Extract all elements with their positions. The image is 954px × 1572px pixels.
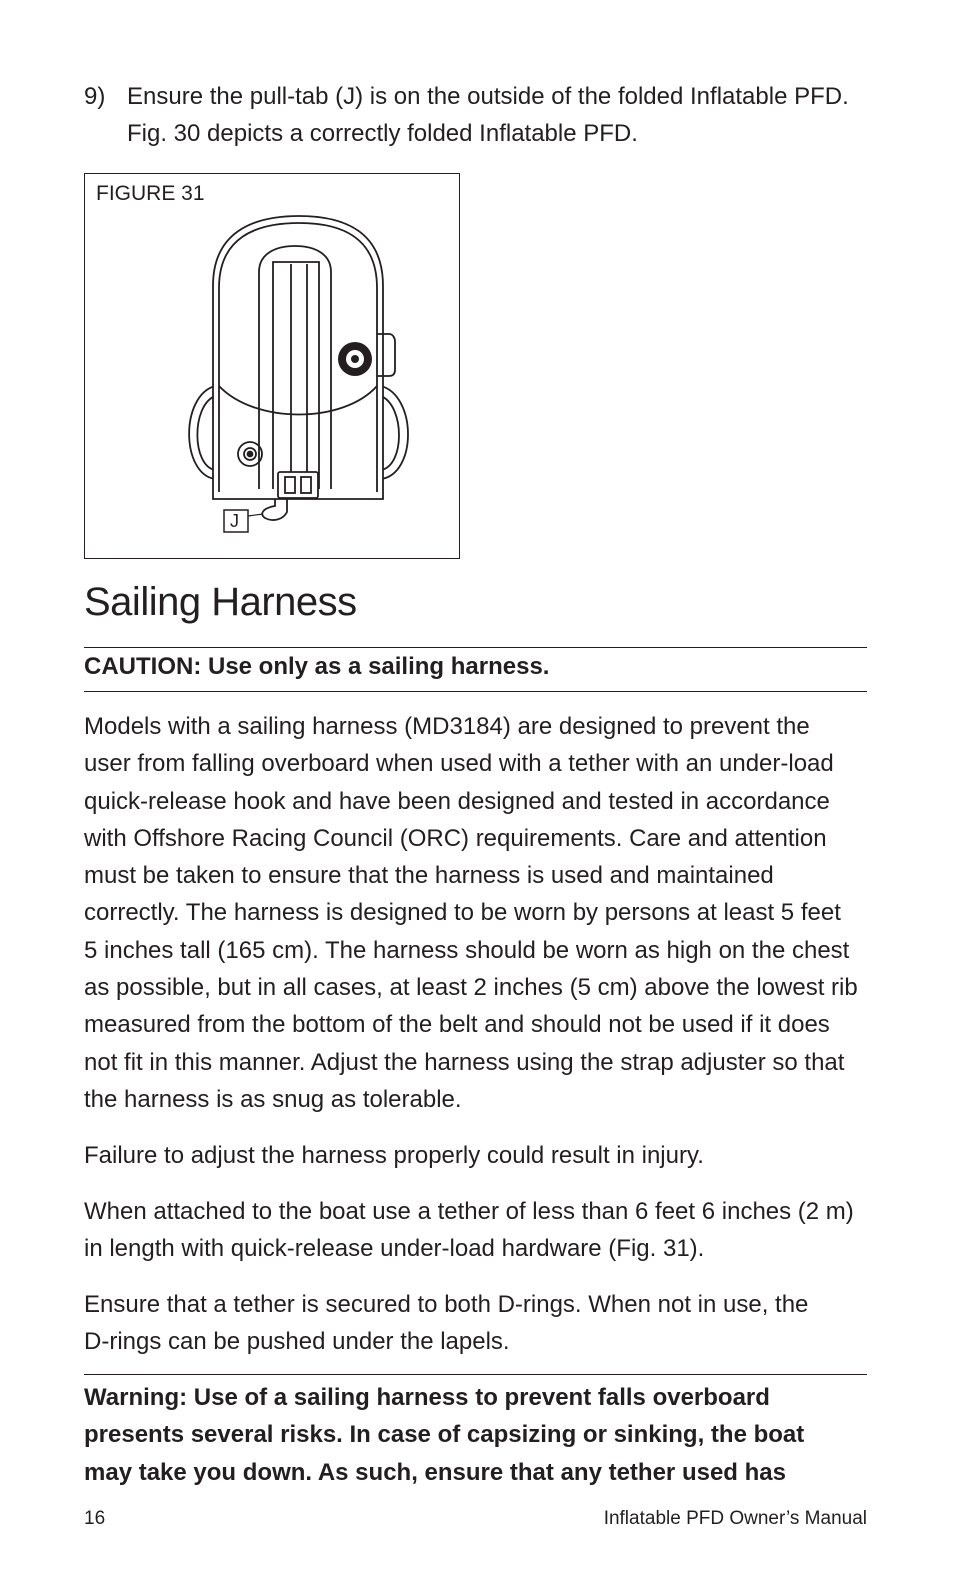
text-line: Failure to adjust the harness properly could result in injury. <box>84 1142 704 1169</box>
mustang-logo-icon <box>338 342 372 376</box>
step-line: Fig. 30 depicts a correctly folded Inflatable PFD. <box>127 120 638 147</box>
text-line: not fit in this manner. Adjust the harness using the strap adjuster so that <box>84 1048 845 1076</box>
step-line: Ensure the pull-tab (J) is on the outside of the folded Inflatable PFD. <box>127 83 849 110</box>
divider-top <box>84 647 867 648</box>
text-line: D-rings can be pushed under the lapels. <box>84 1328 510 1356</box>
text-line: with Offshore Racing Council (ORC) requirements. Care and attention <box>84 824 827 852</box>
paragraph-tether-length <box>84 1193 874 1268</box>
text-line: 5 inches tall (165 cm). The harness should be worn as high on the chest <box>84 936 850 964</box>
text-line: Warning: Use of a sailing harness to prevent falls overboard <box>84 1384 770 1411</box>
divider-warning <box>84 1374 867 1375</box>
section-title: Sailing Harness <box>84 580 357 624</box>
manual-title: Inflatable PFD Owner’s Manual <box>603 1508 867 1529</box>
text-line: correctly. The harness is designed to be worn by persons at least 5 feet <box>84 899 841 927</box>
caution-note: CAUTION: Use only as a sailing harness. <box>84 653 550 680</box>
text-line: Models with a sailing harness (MD3184) are designed to prevent the <box>84 713 810 740</box>
figure-31 <box>84 173 460 559</box>
warning-note <box>84 1379 874 1491</box>
page-number: 16 <box>84 1508 106 1529</box>
paragraph-harness-description <box>84 708 874 1118</box>
divider-caution <box>84 691 867 692</box>
text-line: presents several risks. In case of capsizing or sinking, the boat <box>84 1421 805 1449</box>
text-line: the harness is as snug as tolerable. <box>84 1085 462 1113</box>
folded-pfd-illustration <box>85 174 461 560</box>
text-line: Ensure that a tether is secured to both D-rings. When not in use, the <box>84 1291 809 1318</box>
step-number: 9) <box>84 83 106 110</box>
paragraph-d-rings <box>84 1286 874 1361</box>
text-line: user from falling overboard when used with a tether with an under-load <box>84 750 834 778</box>
text-line: must be taken to ensure that the harness is used and maintained <box>84 862 774 890</box>
text-line: measured from the bottom of the belt and should not be used if it does <box>84 1011 830 1039</box>
text-line: as possible, but in all cases, at least 2 inches (5 cm) above the lowest rib <box>84 974 858 1002</box>
text-line: in length with quick-release under-load hardware (Fig. 31). <box>84 1235 705 1263</box>
paragraph-injury <box>84 1137 874 1174</box>
text-line: quick-release hook and have been designed and tested in accordance <box>84 787 830 815</box>
figure-caption: FIGURE 31 <box>96 182 205 205</box>
text-line: When attached to the boat use a tether of less than 6 feet 6 inches (2 m) <box>84 1198 854 1225</box>
step-9 <box>84 78 874 152</box>
callout-label-j: J <box>230 511 239 531</box>
text-line: may take you down. As such, ensure that any tether used has <box>84 1458 786 1486</box>
